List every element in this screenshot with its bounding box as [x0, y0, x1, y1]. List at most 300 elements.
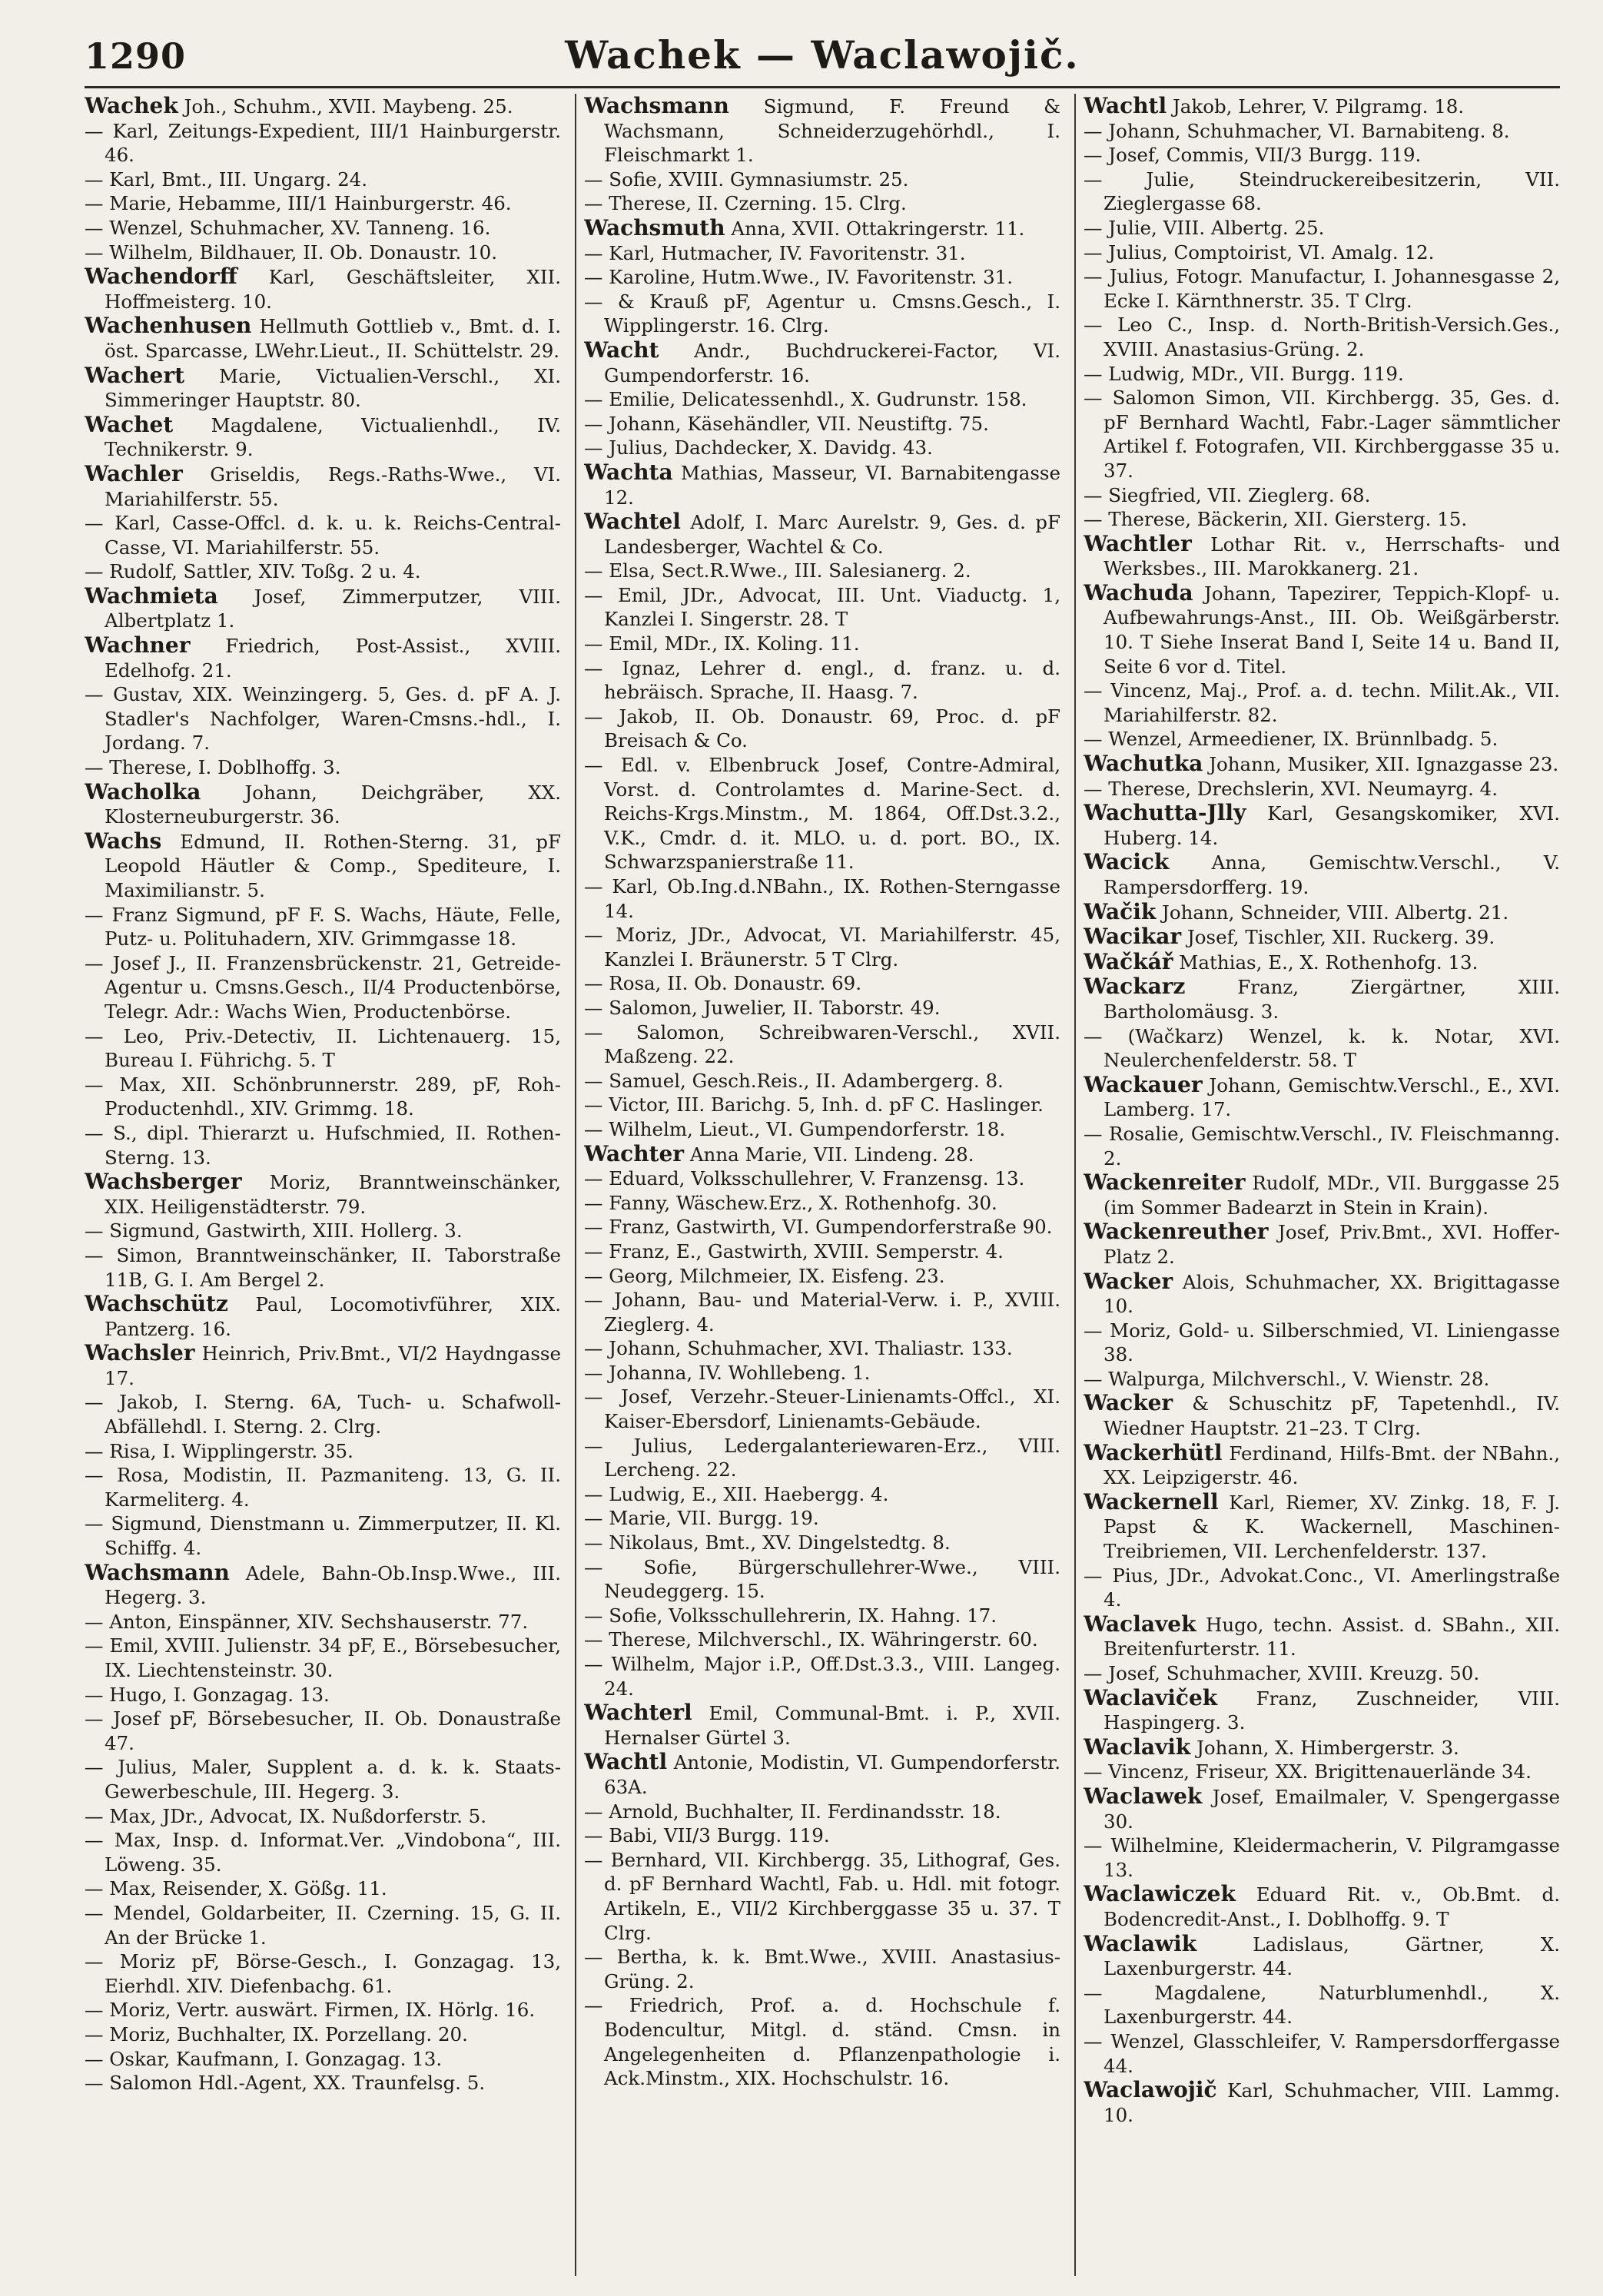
directory-entry [85, 682, 561, 755]
directory-entry [584, 1506, 1060, 1531]
directory-entry [1084, 679, 1560, 727]
entry-surname: Wackenreiter [1084, 1170, 1246, 1196]
entry-surname: Wachler [85, 460, 183, 486]
directory-entry [85, 1610, 561, 1634]
directory-entry [584, 509, 1060, 559]
entry-text: Paul, Locomotivführer, XIX. Pantzerg. 16. [105, 1293, 561, 1340]
entry-text: — Samuel, Gesch.Reis., II. Adambergerg. 8. [584, 1069, 1004, 1092]
entry-text: — Salomon Hdl.-Agent, XX. Traunfelsg. 5. [85, 2072, 486, 2095]
entry-text: — Arnold, Buchhalter, II. Ferdinandsstr. 18. [584, 1800, 1001, 1823]
entry-surname: Wackauer [1084, 1071, 1203, 1097]
directory-entry [1084, 1170, 1560, 1219]
entry-surname: Wachner [85, 632, 191, 659]
entry-text: — Sofie, XVIII. Gymnasiumstr. 25. [584, 168, 909, 191]
directory-entry [85, 314, 561, 363]
directory-entry [1084, 950, 1560, 975]
entry-surname: Wacikar [1084, 924, 1182, 950]
entry-text: — Johann, Schuhmacher, VI. Barnabiteng. 8. [1084, 119, 1510, 142]
entry-text: — Salomon, Juwelier, II. Taborstr. 49. [584, 996, 941, 1019]
entry-text: — Eduard, Volksschullehrer, V. Franzensg. 13. [584, 1167, 1025, 1190]
entry-text: Karl, Geschäftsleiter, XII. Hoffmeisterg. 10. [105, 266, 561, 313]
directory-entry [1084, 507, 1560, 532]
directory-entry [584, 168, 1060, 192]
entry-text: — Moriz, Buchhalter, IX. Porzellang. 20. [85, 2022, 468, 2045]
entry-text: — Leo C., Insp. d. North-British-Versich.Ges., XVIII. Anastasius-Grüng. 2. [1084, 314, 1560, 360]
entry-text: — (Wačkarz) Wenzel, k. k. Notar, XVI. Neulerchenfelderstr. 58. T [1084, 1024, 1560, 1072]
entry-text: — Wilhelm, Lieut., VI. Gumpendorferstr. 18. [584, 1117, 1006, 1140]
entry-text: — Simon, Branntweinschänker, II. Taborstraße 11B, G. I. Am Bergel 2. [85, 1243, 561, 1291]
directory-entry [85, 1876, 561, 1901]
entry-text: — Leo, Priv.-Detectiv, II. Lichtenauerg. 15, Bureau I. Führichg. 5. T [85, 1024, 561, 1072]
directory-entry [584, 1191, 1060, 1216]
directory-entry [584, 1604, 1060, 1628]
directory-entry [1084, 362, 1560, 387]
directory-entry [1084, 777, 1560, 801]
directory-entry [584, 1166, 1060, 1191]
directory-entry [584, 923, 1060, 971]
entry-text: — Wenzel, Armeediener, IX. Brünnlbadg. 5. [1084, 728, 1498, 751]
directory-entry [85, 1828, 561, 1876]
entry-surname: Wachutta-Jlly [1084, 800, 1246, 826]
entry-text: — Georg, Milchmeier, IX. Eisfeng. 23. [584, 1264, 945, 1287]
directory-entry [85, 1707, 561, 1755]
directory-entry [584, 656, 1060, 705]
directory-entry [85, 1804, 561, 1829]
directory-entry [85, 1219, 561, 1243]
entry-text: — Josef, Schuhmacher, XVIII. Kreuzg. 50. [1084, 1662, 1480, 1684]
directory-entry [584, 1215, 1060, 1239]
entry-text: — Marie, VII. Burgg. 19. [584, 1507, 819, 1530]
column-divider [1074, 94, 1076, 2276]
entry-text: — Bernhard, VII. Kirchbergg. 35, Lithograf, Ges. d. pF Bernhard Wachtl, Fab. u. Hdl. mit fotogr. Artikeln, E., VII/2 Kirchberggasse 35 u. 37. T Clrg. [584, 1848, 1060, 1944]
directory-entry [85, 1073, 561, 1121]
entry-surname: Wachter [584, 1140, 685, 1166]
entry-text: — Therese, Milchverschl., IX. Währingerstr. 60. [584, 1628, 1038, 1651]
directory-entry [1084, 1833, 1560, 1882]
entry-surname: Wačik [1084, 898, 1157, 924]
column-2 [584, 94, 1060, 2276]
entry-surname: Wachuda [1084, 579, 1193, 606]
directory-entry [85, 1341, 561, 1390]
entry-text: Karl, Gesangskomiker, XVI. Huberg. 14. [1104, 802, 1560, 849]
entry-text: — Karoline, Hutm.Wwe., IV. Favoritenstr. 31. [584, 266, 1014, 289]
entry-text: — Wenzel, Glasschleifer, V. Rampersdorffergasse 44. [1084, 2029, 1560, 2077]
entry-surname: Wachsmann [85, 1559, 230, 1585]
entry-text: — Anton, Einspänner, XIV. Sechshauserstr. 77. [85, 1610, 529, 1633]
entry-text: — Friedrich, Prof. a. d. Hochschule f. Bodencultur, Mitgl. d. ständ. Cmsn. in Angelegenheiten d. Pflanzenpathologie i. Ack.Minstm., XIX. Hochschulstr. 16. [584, 1994, 1060, 2090]
page-number: 1290 [85, 35, 187, 77]
entry-text: — Vincenz, Maj., Prof. a. d. techn. Milit.Ak., VII. Mariahilferstr. 82. [1084, 679, 1560, 726]
entry-surname: Wachschütz [85, 1291, 228, 1317]
entry-text: Hugo, techn. Assist. d. SBahn., XII. Breitenfurterstr. 11. [1104, 1613, 1560, 1661]
entry-text: Josef, Priv.Bmt., XVI. Hoffer-Platz 2. [1104, 1221, 1560, 1268]
entry-text: — Max, Reisender, X. Gößg. 11. [85, 1877, 387, 1900]
entry-text: Edmund, II. Rothen-Sterng. 31, pF Leopold Häutler & Comp., Spediteure, I. Maximilianstr. 5. [105, 830, 561, 901]
entry-text: Antonie, Modistin, VI. Gumpendorferstr. 63A. [604, 1751, 1060, 1798]
directory-entry [1084, 1490, 1560, 1564]
entry-text: Griseldis, Regs.-Raths-Wwe., VI. Mariahilferstr. 55. [105, 463, 561, 510]
entry-text: — Max, Insp. d. Informat.Ver. „Vindobona“, III. Löweng. 35. [85, 1829, 561, 1876]
directory-entry [85, 241, 561, 265]
entry-text: Karl, Riemer, XV. Zinkg. 18, F. J. Papst & K. Wackernell, Maschinen-Treibriemen, VII. Lerchenfelderstr. 137. [1104, 1491, 1560, 1563]
directory-entry [584, 1020, 1060, 1069]
directory-entry [1084, 1073, 1560, 1122]
directory-entry [1084, 752, 1560, 777]
entry-surname: Wachsberger [85, 1169, 242, 1195]
entry-text: Emil, Communal-Bmt. i. P., XVII. Hernalser Gürtel 3. [604, 1702, 1060, 1749]
directory-entry [584, 290, 1060, 338]
directory-entry [584, 1800, 1060, 1824]
directory-entry [1084, 1735, 1560, 1760]
entry-text: — Bertha, k. k. Bmt.Wwe., XVIII. Anastasius-Grüng. 2. [584, 1946, 1060, 1992]
entry-text: — Therese, Bäckerin, XII. Giersterg. 15. [1084, 508, 1468, 531]
directory-entry [584, 338, 1060, 387]
entry-text: Lothar Rit. v., Herrschafts- und Werksbes., III. Marokkanerg. 21. [1104, 533, 1560, 580]
entry-surname: Wachsmann [584, 94, 729, 118]
entry-text: — Salomon Simon, VII. Kirchbergg. 35, Ges. d. pF Bernhard Wachtl, Fabr.-Lager sämmtlicher Artikel f. Fotografen, VII. Kirchberggasse 35 u. 37. [1084, 387, 1560, 482]
directory-entry [1084, 1784, 1560, 1833]
entry-text: Franz, Zuschneider, VIII. Haspingerg. 3. [1104, 1687, 1560, 1734]
entry-text: Johann, X. Himbergerstr. 3. [1196, 1736, 1459, 1759]
entry-text: — Rosa, II. Ob. Donaustr. 69. [584, 972, 862, 995]
directory-entry [1084, 1122, 1560, 1170]
entry-text: — Emil, XVIII. Julienstr. 34 pF, E., Börsebesucher, IX. Liechtensteinstr. 30. [85, 1634, 561, 1681]
entry-text: — Moriz, JDr., Advocat, VI. Mariahilferstr. 45, Kanzlei I. Bräunerstr. 5 T Clrg. [584, 924, 1060, 970]
entry-text: — Franz, E., Gastwirth, XVIII. Semperstr. 4. [584, 1239, 1004, 1262]
entry-surname: Wacht [584, 337, 659, 363]
entry-text: Johann, Tapezirer, Teppich-Klopf- u. Aufbewahrungs-Anst., III. Ob. Weißgärberstr. 10. T Siehe Inserat Band I, Seite 14 u. Band II, Seite 6 vor d. Titel. [1104, 582, 1560, 678]
entry-text: — Sofie, Volksschullehrerin, IX. Hahng. 17. [584, 1604, 997, 1627]
entry-surname: Waclavek [1084, 1611, 1196, 1637]
entry-text: — Gustav, XIX. Weinzingerg. 5, Ges. d. pF A. J. Stadler's Nachfolger, Waren-Cmsns.-hdl., I. Jordang. 7. [85, 683, 561, 755]
entry-surname: Wackernell [1084, 1488, 1219, 1515]
directory-entry [85, 119, 561, 168]
entry-text: — Fanny, Wäschew.Erz., X. Rothenhofg. 30. [584, 1191, 997, 1214]
directory-entry [1084, 313, 1560, 361]
directory-entry [85, 633, 561, 682]
entry-text: — Karl, Zeitungs-Expedient, III/1 Hainburgerstr. 46. [85, 119, 561, 167]
directory-entry [584, 387, 1060, 412]
entry-text: — Julius, Fotogr. Manufactur, I. Johannesgasse 2, Ecke I. Kärnthnerstr. 35. T Clrg. [1084, 265, 1560, 312]
entry-text: — Elsa, Sect.R.Wwe., III. Salesianerg. 2. [584, 559, 971, 582]
entry-text: — Wenzel, Schuhmacher, XV. Tanneng. 16. [85, 216, 491, 239]
entry-text: Anna, Gemischtw.Verschl., V. Rampersdorfferg. 19. [1104, 851, 1560, 898]
entry-text: — Victor, III. Barichg. 5, Inh. d. pF C. Haslinger. [584, 1093, 1044, 1116]
directory-entry [584, 632, 1060, 656]
directory-entry [584, 1385, 1060, 1433]
directory-entry [1084, 386, 1560, 483]
directory-entry [584, 1336, 1060, 1361]
directory-entry [85, 1998, 561, 2022]
entry-surname: Waclawojič [1084, 2077, 1217, 2103]
directory-entry [584, 412, 1060, 436]
directory-entry [584, 1531, 1060, 1555]
entry-text: Friedrich, Post-Assist., XVIII. Edelhofg. 21. [105, 635, 561, 682]
entry-text: — Salomon, Schreibwaren-Verschl., XVII. Maßzeng. 22. [584, 1020, 1060, 1068]
entry-text: — Magdalene, Naturblumenhdl., X. Laxenburgerstr. 44. [1084, 1981, 1560, 2029]
directory-entry [584, 1142, 1060, 1167]
directory-entry [1084, 1219, 1560, 1269]
directory-entry [85, 1024, 561, 1073]
entry-text: — Karl, Hutmacher, IV. Favoritenstr. 31. [584, 241, 966, 264]
directory-entry [85, 1634, 561, 1682]
entry-text: — Pius, JDr., Advokat.Conc., VI. Amerlingstraße 4. [1084, 1564, 1560, 1611]
directory-entry [85, 951, 561, 1024]
column-1 [85, 94, 561, 2276]
entry-text: Anna Marie, VII. Lindeng. 28. [689, 1143, 974, 1166]
directory-entry [85, 511, 561, 559]
entry-text: Karl, Schuhmacher, VIII. Lammg. 10. [1104, 2079, 1560, 2126]
directory-entry [584, 241, 1060, 266]
entry-text: — Walpurga, Milchverschl., V. Wienstr. 28. [1084, 1367, 1490, 1390]
entry-surname: Waclavik [1084, 1734, 1191, 1760]
entry-text: Andr., Buchdruckerei-Factor, VI. Gumpendorferstr. 16. [604, 339, 1060, 387]
directory-entry [85, 1243, 561, 1292]
entry-text: Joh., Schuhm., XVII. Maybeng. 25. [184, 95, 513, 118]
entry-surname: Wachendorff [85, 264, 237, 290]
directory-entry [584, 971, 1060, 996]
directory-entry [1084, 143, 1560, 168]
entry-surname: Wachtl [584, 1749, 668, 1775]
directory-entry [584, 1848, 1060, 1945]
directory-entry [584, 1482, 1060, 1507]
directory-entry [1084, 1391, 1560, 1440]
entry-text: — Emil, JDr., Advocat, III. Unt. Viaductg. 1, Kanzlei I. Singerstr. 28. T [584, 583, 1060, 631]
entry-surname: Wachtler [1084, 530, 1192, 556]
entry-text: — Moriz, Vertr. auswärt. Firmen, IX. Hörlg. 16. [85, 1999, 536, 2022]
column-3 [1084, 94, 1560, 2276]
directory-entry [584, 94, 1060, 168]
entry-text: — Rudolf, Sattler, XIV. Toßg. 2 u. 4. [85, 560, 421, 583]
directory-entry [584, 1700, 1060, 1750]
entry-text: — Vincenz, Friseur, XX. Brigittenauerlände 34. [1084, 1760, 1532, 1783]
entry-text: Hellmuth Gottlieb v., Bmt. d. I. öst. Sparcasse, LWehr.Lieut., II. Schüttelstr. 29. [105, 315, 561, 362]
directory-entry [85, 462, 561, 511]
directory-entry [584, 1945, 1060, 1993]
entry-text: — Julius, Maler, Supplent a. d. k. k. Staats-Gewerbeschule, III. Hegerg. 3. [85, 1756, 561, 1803]
directory-entry [85, 559, 561, 584]
directory-entry [1084, 1661, 1560, 1686]
directory-entry [584, 265, 1060, 290]
entry-text: — Sigmund, Gastwirth, XIII. Hollerg. 3. [85, 1219, 463, 1243]
directory-entry [85, 780, 561, 829]
directory-entry [1084, 1024, 1560, 1073]
directory-entry [584, 1239, 1060, 1264]
directory-entry [85, 1390, 561, 1438]
directory-entry [85, 1463, 561, 1511]
entry-text: — Julius, Comptoirist, VI. Amalg. 12. [1084, 241, 1435, 264]
directory-entry [1084, 1882, 1560, 1931]
entry-surname: Wacker [1084, 1268, 1173, 1294]
directory-entry [584, 1117, 1060, 1142]
directory-entry [584, 460, 1060, 509]
directory-entry [85, 1292, 561, 1341]
entry-text: — Rosalie, Gemischtw.Verschl., IV. Fleischmanng. 2. [1084, 1122, 1560, 1170]
directory-entry [85, 1901, 561, 1949]
entry-text: Eduard Rit. v., Ob.Bmt. d. Bodencredit-Anst., I. Doblhoffg. 9. T [1104, 1883, 1560, 1930]
entry-surname: Waclawek [1084, 1783, 1203, 1809]
page-header [85, 31, 1560, 85]
entry-surname: Wachterl [584, 1700, 692, 1726]
directory-entry [1084, 2029, 1560, 2078]
directory-entry [85, 1121, 561, 1170]
directory-entry [1084, 119, 1560, 144]
entry-surname: Wachek [85, 94, 178, 118]
entry-text: — Hugo, I. Gonzagag. 13. [85, 1683, 330, 1706]
entry-text: Heinrich, Priv.Bmt., VI/2 Haydngasse 17. [105, 1342, 561, 1389]
directory-entry [1084, 974, 1560, 1024]
entry-surname: Wackerhütl [1084, 1439, 1223, 1465]
directory-entry [1084, 216, 1560, 241]
directory-entry [1084, 1981, 1560, 2029]
entry-text: — S., dipl. Thierarzt u. Hufschmied, II. Rothen-Sterng. 13. [85, 1121, 561, 1169]
entry-text: — Johann, Bau- und Material-Verw. i. P., XVIII. Zieglerg. 4. [584, 1289, 1060, 1335]
entry-surname: Wachsmuth [584, 214, 725, 241]
entry-text: — Siegfried, VII. Zieglerg. 68. [1084, 483, 1371, 506]
directory-entry [85, 1755, 561, 1803]
entry-text: — Franz, Gastwirth, VI. Gumpendorferstraße 90. [584, 1216, 1053, 1239]
directory-entry [1084, 168, 1560, 216]
directory-entry [1084, 1686, 1560, 1735]
directory-entry [584, 1288, 1060, 1336]
entry-text: — Julie, VIII. Albertg. 25. [1084, 216, 1325, 239]
entry-text: — Max, JDr., Advocat, IX. Nußdorferstr. 5. [85, 1804, 487, 1827]
entry-text: Johann, Musiker, XII. Ignazgasse 23. [1209, 753, 1559, 776]
directory-entry [85, 584, 561, 633]
entry-text: & Schuschitz pF, Tapetenhdl., IV. Wiedner Hauptstr. 21–23. T Clrg. [1104, 1392, 1560, 1440]
entry-text: — Julie, Steindruckereibesitzerin, VII. Zieglergasse 68. [1084, 168, 1560, 215]
entry-text: — Johanna, IV. Wohllebeng. 1. [584, 1361, 871, 1384]
entry-text: Adolf, I. Marc Aurelstr. 9, Ges. d. pF Landesberger, Wachtel & Co. [604, 511, 1060, 558]
entry-surname: Wachet [85, 411, 174, 437]
directory-entry [1084, 1269, 1560, 1319]
entry-text: Johann, Gemischtw.Verschl., E., XVI. Lamberg. 17. [1104, 1073, 1560, 1121]
entry-text: — Josef J., II. Franzensbrückenstr. 21, Getreide-Agentur u. Cmsns.Gesch., II/4 Productenbörse, Telegr. Adr.: Wachs Wien, Productenbörse. [85, 951, 561, 1023]
directory-entry [85, 168, 561, 192]
directory-entry [85, 191, 561, 216]
directory-entry [584, 874, 1060, 923]
entry-text: — Ignaz, Lehrer d. engl., d. franz. u. d. hebräisch. Sprache, II. Haasg. 7. [584, 656, 1060, 704]
entry-text: — Moriz, Gold- u. Silberschmied, VI. Liniengasse 38. [1084, 1319, 1560, 1366]
entry-surname: Wachsler [85, 1340, 195, 1366]
entry-text: — Moriz pF, Börse-Gesch., I. Gonzagag. 13, Eierhdl. XIV. Diefenbachg. 61. [85, 1950, 561, 1997]
directory-entry [584, 753, 1060, 874]
directory-entry [85, 1949, 561, 1998]
directory-entry [584, 559, 1060, 583]
directory-entry [584, 1627, 1060, 1652]
entry-text: — Jakob, II. Ob. Donaustr. 69, Proc. d. pF Breisach & Co. [584, 705, 1060, 752]
directory-entry [584, 1750, 1060, 1799]
entry-text: — Johann, Käsehändler, VII. Neustiftg. 75. [584, 412, 989, 435]
entry-surname: Wachtel [584, 509, 681, 535]
entry-text: Sigmund, F. Freund & Wachsmann, Schneiderzugehörhdl., I. Fleischmarkt 1. [604, 95, 1060, 167]
directory-entry [85, 2071, 561, 2095]
entry-text: — Josef pF, Börsebesucher, II. Ob. Donaustraße 47. [85, 1707, 561, 1754]
entry-text: — Therese, II. Czerning. 15. Clrg. [584, 192, 907, 215]
directory-entry [85, 1439, 561, 1464]
directory-entry [85, 363, 561, 413]
directory-entry [1084, 1760, 1560, 1784]
entry-text: — Josef, Verzehr.-Steuer-Linienamts-Offcl., XI. Kaiser-Ebersdorf, Linienamts-Gebäude. [584, 1385, 1060, 1433]
directory-entry [85, 2047, 561, 2072]
directory-entry [1084, 727, 1560, 752]
directory-entry [85, 413, 561, 462]
column-divider [575, 94, 576, 2276]
entry-text: Mathias, E., X. Rothenhofg. 13. [1179, 951, 1479, 974]
entry-text: — Emilie, Delicatessenhdl., X. Gudrunstr. 158. [584, 388, 1027, 411]
entry-text: — Sigmund, Dienstmann u. Zimmerputzer, II. Kl. Schiffg. 4. [85, 1512, 561, 1560]
entry-surname: Wackenreuther [1084, 1219, 1269, 1245]
directory-entry [584, 705, 1060, 753]
entry-text: — Franz Sigmund, pF F. S. Wachs, Häute, Felle, Putz- u. Polituhadern, XIV. Grimmgasse 18. [85, 903, 561, 951]
directory-entry [584, 1093, 1060, 1117]
entry-text: Franz, Ziergärtner, XIII. Bartholomäusg. 3. [1104, 976, 1560, 1023]
entry-text: Ferdinand, Hilfs-Bmt. der NBahn., XX. Leipzigerstr. 46. [1104, 1442, 1560, 1489]
entry-surname: Wačkář [1084, 948, 1173, 974]
entry-text: — Wilhelm, Major i.P., Off.Dst.3.3., VIII. Langeg. 24. [584, 1653, 1060, 1700]
entry-text: — Karl, Ob.Ing.d.NBahn., IX. Rothen-Sterngasse 14. [584, 875, 1060, 922]
directory-entry [584, 1652, 1060, 1700]
entry-text: — Max, XII. Schönbrunnerstr. 289, pF, Roh-Productenhdl., XIV. Grimmg. 18. [85, 1073, 561, 1120]
directory-entry [1084, 483, 1560, 508]
directory-entry [85, 216, 561, 241]
entry-surname: Wachutka [1084, 751, 1203, 777]
entry-text: — Ludwig, MDr., VII. Burgg. 119. [1084, 362, 1404, 385]
directory-entry [584, 1555, 1060, 1604]
entry-text: — Wilhelm, Bildhauer, II. Ob. Donaustr. 10. [85, 241, 498, 264]
entry-surname: Wachs [85, 828, 162, 854]
entry-text: — Risa, I. Wipplingerstr. 35. [85, 1439, 353, 1462]
entry-text: — Julius, Ledergalanteriewaren-Erz., VIII. Lercheng. 22. [584, 1434, 1060, 1481]
directory-entry [1084, 850, 1560, 899]
entry-text: Anna, XVII. Ottakringerstr. 11. [731, 217, 1025, 240]
entry-text: — Wilhelmine, Kleidermacherin, V. Pilgramgasse 13. [1084, 1834, 1560, 1881]
entry-text: — Babi, VII/3 Burgg. 119. [584, 1824, 830, 1847]
directory-entry [85, 94, 561, 119]
entry-text: — Edl. v. Elbenbruck Josef, Contre-Admiral, Vorst. d. Controlamtes d. Marine-Sect. d. Reichs-Krgs.Minstm., M. 1864, Off.Dst.3.2., V.K., Cmdr. d. it. MLO. u. d. port. BO., IX. Schwarzspanierstraße 11. [584, 754, 1060, 874]
directory-entry [1084, 581, 1560, 679]
directory-entry [584, 1069, 1060, 1093]
directory-entry [584, 1993, 1060, 2090]
entry-text: — & Krauß pF, Agentur u. Cmsns.Gesch., I. Wipplingerstr. 16. Clrg. [584, 290, 1060, 337]
directory-entry [1084, 264, 1560, 313]
directory-entry [1084, 1319, 1560, 1367]
running-head: Wachek — Waclawojič. [565, 32, 1080, 78]
entry-text: — Jakob, I. Sterng. 6A, Tuch- u. Schafwoll-Abfällehdl. I. Sterng. 2. Clrg. [85, 1391, 561, 1438]
entry-text: Rudolf, MDr., VII. Burggasse 25 (im Sommer Badearzt in Stein in Krain). [1104, 1172, 1560, 1219]
entry-text: — Marie, Hebamme, III/1 Hainburgerstr. 46. [85, 192, 512, 215]
entry-surname: Wachtl [1084, 94, 1167, 118]
entry-text: Moriz, Branntweinschänker, XIX. Heiligenstädterstr. 79. [105, 1171, 561, 1218]
entry-surname: Wacholka [85, 778, 201, 805]
directory-entry [1084, 1612, 1560, 1661]
directory-entry [584, 216, 1060, 241]
entry-surname: Waclawiczek [1084, 1881, 1236, 1907]
entry-surname: Wacker [1084, 1390, 1173, 1416]
entry-text: Johann, Deichgräber, XX. Klosterneuburgerstr. 36. [105, 781, 561, 828]
directory-entry [584, 1823, 1060, 1848]
directory-entry [1084, 241, 1560, 265]
entry-text: Johann, Schneider, VIII. Albertg. 21. [1162, 901, 1509, 924]
directory-entry [1084, 801, 1560, 850]
entry-text: Josef, Zimmerputzer, VIII. Albertplatz 1. [105, 585, 561, 632]
entry-text: — Johann, Schuhmacher, XVI. Thaliastr. 133. [584, 1337, 1013, 1360]
directory-entry [85, 1170, 561, 1219]
entry-surname: Wachmieta [85, 582, 218, 609]
entry-text: Magdalene, Victualienhdl., IV. Technikerstr. 9. [105, 413, 561, 461]
entry-text: — Karl, Bmt., III. Ungarg. 24. [85, 168, 368, 191]
directory-entry [85, 264, 561, 314]
